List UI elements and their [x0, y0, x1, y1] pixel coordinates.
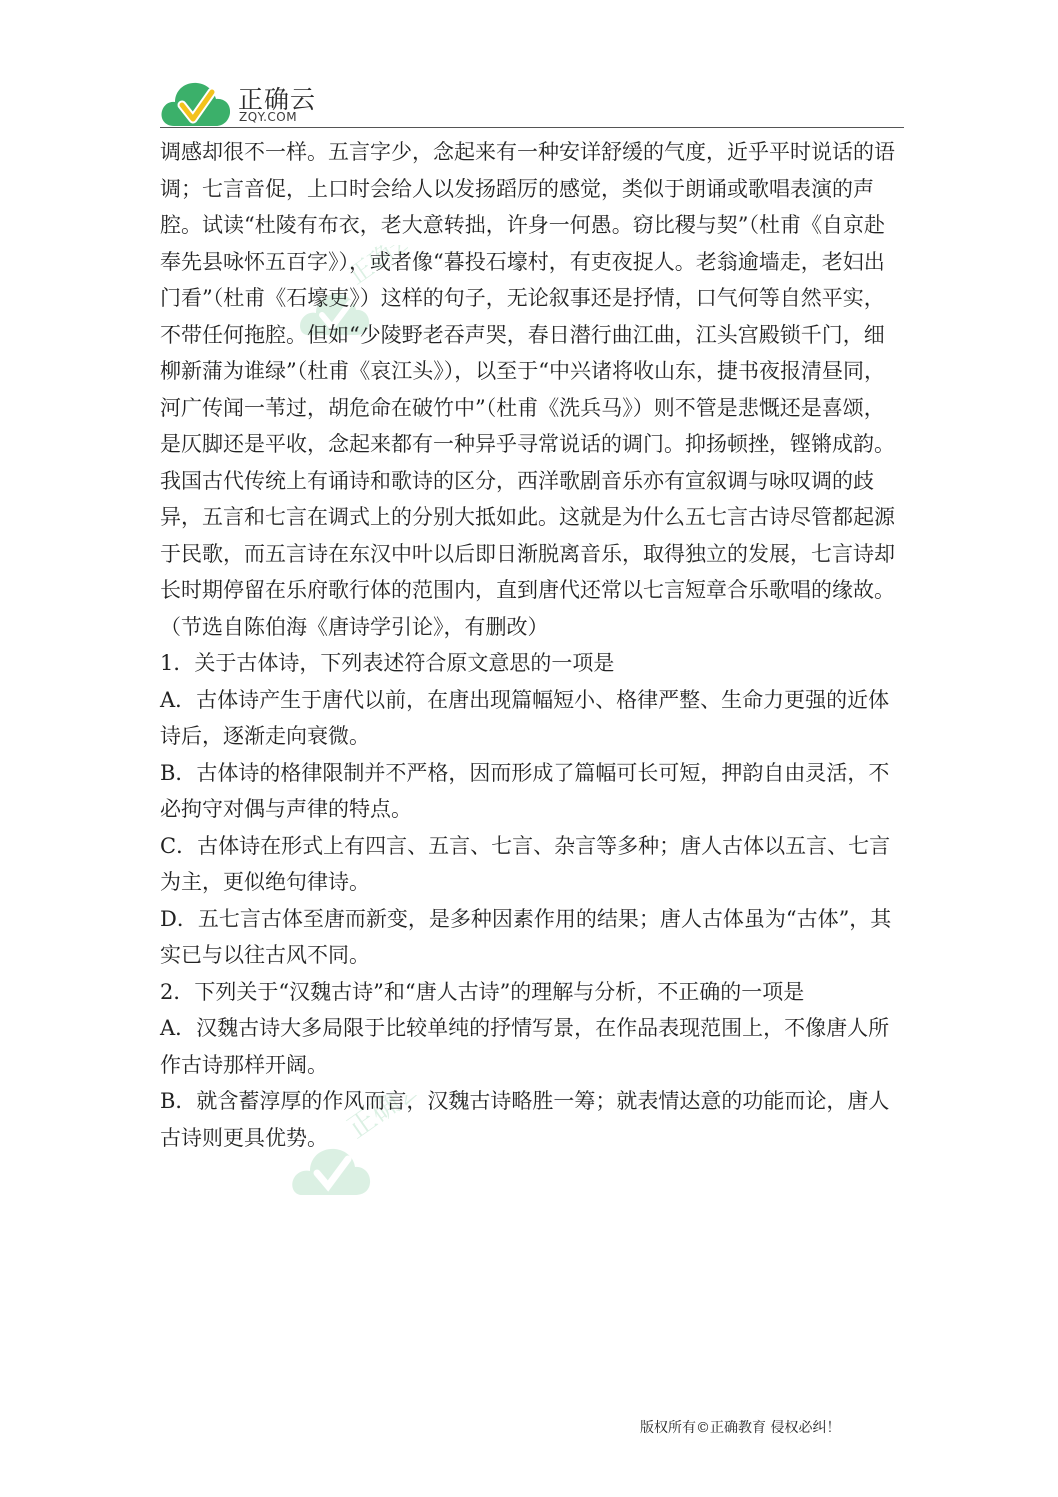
- question-1-option-c: C．古体诗在形式上有四言、五言、七言、杂言等多种；唐人古体以五言、七言为主，更似绝句律诗。: [160, 833, 891, 894]
- page-header: [160, 72, 904, 128]
- passage-source: （节选自陈伯海《唐诗学引论》，有删改）: [160, 614, 549, 639]
- question-2-option-b: B．就含蓄淳厚的作风而言，汉魏古诗略胜一筹；就表情达意的功能而论，唐人古诗则更具优势。: [160, 1089, 890, 1150]
- question-1-option-d: D．五七言古体至唐而新变，是多种因素作用的结果；唐人古体虽为“古体”，其实已与以往古风不同。: [160, 906, 892, 967]
- question-2-option-a: A．汉魏古诗大多局限于比较单纯的抒情写景，在作品表现范围上，不像唐人所作古诗那样开阔。: [160, 1016, 890, 1077]
- cloud-check-logo-icon: [160, 78, 232, 128]
- watermark-text: 正确云: [343, 245, 408, 290]
- brand-name-en: ZQY.COM: [239, 110, 298, 124]
- brand-name-cn: 正确云: [238, 85, 317, 114]
- header-divider: [160, 127, 904, 128]
- question-2-stem: 2．下列关于“汉魏古诗”和“唐人古诗”的理解与分析，不正确的一项是: [160, 979, 805, 1004]
- document-body: [160, 134, 904, 1156]
- question-1-option-b: B．古体诗的格律限制并不严格，因而形成了篇幅可长可短，押韵自由灵活，不必拘守对偶与声律的特点。: [160, 760, 890, 821]
- passage-paragraph: 调感却很不一样。五言字少，念起来有一种安详舒缓的气度，近乎平时说话的语调；七言音促，上口时会给人以发扬蹈厉的感觉，类似于朗诵或歌唱表演的声腔。试读“杜陵有布衣，老大意转拙，许身一何愚。窃比稷与契”（杜甫《自京赴奉先县咏怀五百字》），或者像“暮投石壕村，有吏夜捉人。老翁逾墙走，老妇出门看”（杜甫《石壕吏》）这样的句子，无论叙事还是抒情，口气何等自然平实，不带任何拖腔。但如“少陵野老吞声哭，春日潜行曲江曲，江头宫殿锁千门，细柳新蒲为谁绿”（杜甫《哀江头》），以至于“中兴诸将收山东，捷书夜报清昼同，河广传闻一苇过，胡危命在破竹中”（杜甫《洗兵马》）则不管是悲慨还是喜颂，是仄脚还是平收，念起来都有一种异乎寻常说话的调门。抑扬顿挫，铿锵成韵。我国古代传统上有诵诗和歌诗的区分，西洋歌剧音乐亦有宣叙调与咏叹调的歧异，五言和七言在调式上的分别大抵如此。这就是为什么五七言古诗尽管都起源于民歌，而五言诗在东汉中叶以后即日渐脱离音乐，取得独立的发展，七言诗却长时期停留在乐府歌行体的范围内，直到唐代还常以七言短章合乐歌唱的缘故。: [160, 140, 895, 602]
- question-1-option-a: A．古体诗产生于唐代以前，在唐出现篇幅短小、格律严整、生命力更强的近体诗后，逐渐走向衰微。: [160, 687, 890, 748]
- question-1-stem: 1．关于古体诗，下列表述符合原文意思的一项是: [160, 651, 615, 675]
- copyright-footer: 版权所有©正确教育 侵权必纠！: [640, 1420, 841, 1436]
- watermark-text: 正确云: [341, 1095, 420, 1145]
